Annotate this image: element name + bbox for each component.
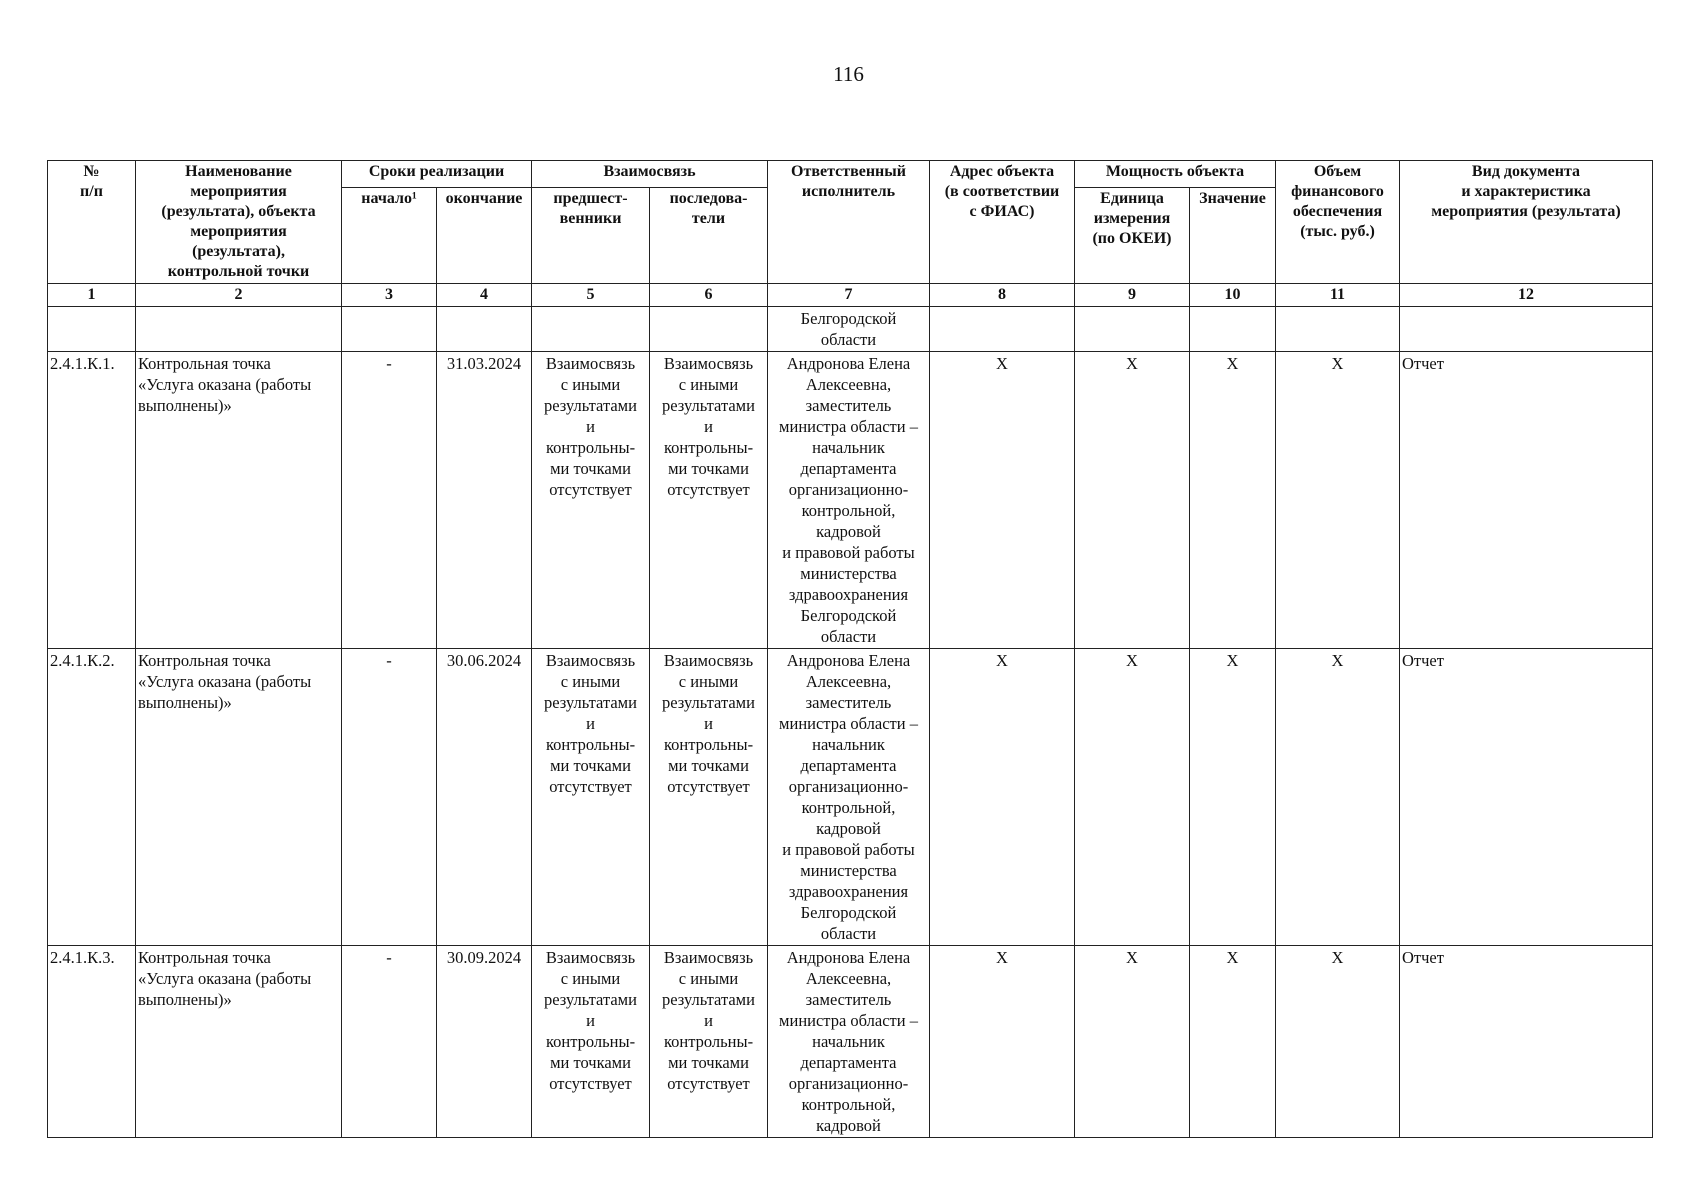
- column-number: 4: [437, 284, 532, 307]
- column-number: 3: [342, 284, 437, 307]
- row-finance: X: [1276, 649, 1400, 946]
- row-num: 2.4.1.К.3.: [48, 946, 136, 1138]
- row-num: 2.4.1.К.2.: [48, 649, 136, 946]
- table-header: [48, 161, 1653, 284]
- row-name: Контрольная точка «Услуга оказана (работы выполнены)»: [136, 649, 342, 946]
- row-end: 31.03.2024: [437, 352, 532, 649]
- header-pred: предшест- венники: [532, 188, 650, 284]
- header-value: Значение: [1190, 188, 1276, 284]
- header-num: № п/п: [48, 161, 136, 284]
- header-succ: последова- тели: [650, 188, 768, 284]
- column-number: 10: [1190, 284, 1276, 307]
- row-value: X: [1190, 649, 1276, 946]
- table-row: [48, 649, 1653, 946]
- row-address: X: [930, 352, 1075, 649]
- column-number: 2: [136, 284, 342, 307]
- row-name: Контрольная точка «Услуга оказана (работы выполнены)»: [136, 946, 342, 1138]
- column-number: 7: [768, 284, 930, 307]
- column-number: 12: [1400, 284, 1653, 307]
- row-end: 30.06.2024: [437, 649, 532, 946]
- row-value: X: [1190, 352, 1276, 649]
- row-succ: Взаимосвязь с иными результатами и контрольны- ми точками отсутствует: [650, 649, 768, 946]
- row-value: X: [1190, 946, 1276, 1138]
- column-number: 6: [650, 284, 768, 307]
- row-unit: X: [1075, 352, 1190, 649]
- row-finance: X: [1276, 352, 1400, 649]
- header-capacity: Мощность объекта: [1075, 161, 1276, 188]
- row-end: 30.09.2024: [437, 946, 532, 1138]
- table-row: [48, 946, 1653, 1138]
- row-doc: Отчет: [1400, 649, 1653, 946]
- row-name: Контрольная точка «Услуга оказана (работы выполнены)»: [136, 352, 342, 649]
- continuation-row: [48, 307, 1653, 352]
- row-doc: Отчет: [1400, 946, 1653, 1138]
- header-start: начало¹: [342, 188, 437, 284]
- row-start: -: [342, 649, 437, 946]
- column-numbers-row: [48, 284, 1653, 307]
- header-terms: Сроки реализации: [342, 161, 532, 188]
- column-number: 5: [532, 284, 650, 307]
- page-number: 116: [833, 62, 864, 86]
- table-row: [48, 352, 1653, 649]
- column-number: 1: [48, 284, 136, 307]
- row-responsible: Андронова Елена Алексеевна, заместитель министра области – начальник департамента организационно- контрольной, кадровой и правовой работы министерства здравоохранения Белгородской области: [768, 352, 930, 649]
- row-finance: X: [1276, 946, 1400, 1138]
- row-unit: X: [1075, 946, 1190, 1138]
- header-address: Адрес объекта (в соответствии с ФИАС): [930, 161, 1075, 284]
- row-address: X: [930, 649, 1075, 946]
- row-succ: Взаимосвязь с иными результатами и контрольны- ми точками отсутствует: [650, 352, 768, 649]
- column-number: 9: [1075, 284, 1190, 307]
- row-doc: Отчет: [1400, 352, 1653, 649]
- row-succ: Взаимосвязь с иными результатами и контрольны- ми точками отсутствует: [650, 946, 768, 1138]
- header-relation: Взаимосвязь: [532, 161, 768, 188]
- row-address: X: [930, 946, 1075, 1138]
- header-responsible: Ответственный исполнитель: [768, 161, 930, 284]
- row-pred: Взаимосвязь с иными результатами и контрольны- ми точками отсутствует: [532, 649, 650, 946]
- row-start: -: [342, 946, 437, 1138]
- events-table: [47, 160, 1653, 1138]
- column-number: 8: [930, 284, 1075, 307]
- header-end: окончание: [437, 188, 532, 284]
- responsible-cell: Белгородской области: [768, 307, 930, 352]
- row-num: 2.4.1.К.1.: [48, 352, 136, 649]
- row-start: -: [342, 352, 437, 649]
- row-pred: Взаимосвязь с иными результатами и контрольны- ми точками отсутствует: [532, 352, 650, 649]
- column-number: 11: [1276, 284, 1400, 307]
- header-finance: Объем финансового обеспечения (тыс. руб.): [1276, 161, 1400, 284]
- row-responsible: Андронова Елена Алексеевна, заместитель министра области – начальник департамента организационно- контрольной, кадровой: [768, 946, 930, 1138]
- row-unit: X: [1075, 649, 1190, 946]
- row-pred: Взаимосвязь с иными результатами и контрольны- ми точками отсутствует: [532, 946, 650, 1138]
- header-doc-type: Вид документа и характеристика мероприятия (результата): [1400, 161, 1653, 284]
- header-unit: Единица измерения (по ОКЕИ): [1075, 188, 1190, 284]
- row-responsible: Андронова Елена Алексеевна, заместитель министра области – начальник департамента организационно- контрольной, кадровой и правовой работы министерства здравоохранения Белгородской области: [768, 649, 930, 946]
- header-name: Наименование мероприятия (результата), объекта мероприятия (результата), контрольной точки: [136, 161, 342, 284]
